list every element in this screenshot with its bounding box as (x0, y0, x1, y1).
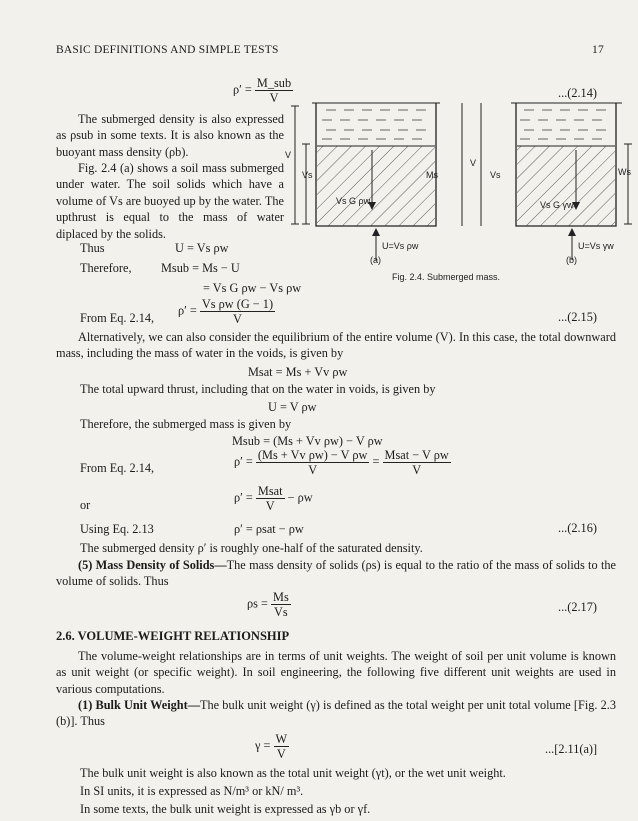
eq-tag-2-17: ...(2.17) (558, 600, 597, 614)
eq-2-14b-label: From Eq. 2.14, (80, 461, 155, 475)
figure-caption: Fig. 2.4. Submerged mass. (392, 272, 501, 282)
equation-2-14 (233, 76, 293, 105)
eq-2-15-label: From Eq. 2.14, (80, 311, 155, 325)
eq-numerator: M_sub (256, 76, 292, 90)
eq-denominator-1: V (308, 463, 318, 477)
mass-density-rest: The mass density of solids (ρs) is equal to the ratio of the mass of solids to the volume of solids. Thus (56, 558, 616, 589)
eq-denominator: V (265, 499, 275, 513)
eq-tag-2-15: ...(2.15) (558, 310, 597, 324)
figure-part-b (511, 103, 632, 260)
eq-lhs: ρ′ = (234, 490, 253, 505)
msub-equation: Msub = (Ms + Vv ρw) − V ρw (232, 434, 383, 448)
eq-equals: = (372, 454, 380, 469)
fig-a-force-label: Vs G ρw (336, 196, 371, 206)
bulk-also-text: The bulk unit weight is also known as the total unit weight (γt), or the wet unit weight. (80, 766, 506, 780)
or-label: or (80, 498, 91, 512)
equation-or (234, 484, 313, 513)
equation-2-11a (255, 732, 289, 761)
alternative-paragraph: Alternatively, we can also consider the equilibrium of the entire volume (V). In this case, the total downward mass, including the mass of water in the voids, is given by (56, 330, 616, 361)
thus-label: Thus (80, 241, 105, 255)
equation-2-15 (178, 297, 275, 326)
eq-denominator-2: V (412, 463, 422, 477)
eq-numerator: W (275, 732, 288, 746)
eq-numerator: Msat (257, 484, 283, 498)
fig-b-force-label: Vs G γw (540, 200, 574, 210)
figure-paragraph: Fig. 2.4 (a) shows a soil mass submerged under water. The soil solids which have a volume of Vs are buoyed up by the water. The upthrust is equal to the mass of water diplaced by the solids. (56, 161, 284, 241)
therefore-expr: Msub = Ms − U (161, 261, 240, 275)
intro-paragraph: The submerged density is also expressed as ρsub in some texts. It is also known as the buoyant mass density (ρb). (56, 112, 284, 159)
fig-b-label: (b) (566, 255, 577, 265)
mass-density-lead: (5) Mass Density of Solids— (78, 558, 227, 572)
eq-denominator: V (233, 312, 242, 326)
eq-numerator-2: Msat − V ρw (384, 448, 449, 462)
fig-a-Vs-label: Vs (302, 170, 313, 180)
eq-denominator: V (269, 91, 279, 105)
upthrust-text: The total upward thrust, including that on the water in voids, is given by (80, 382, 436, 396)
eq-lhs: ρ′ = (178, 303, 197, 318)
eq-lhs: ρ′ = (234, 454, 253, 469)
equation-2-17 (247, 590, 291, 619)
fig-b-V-label: V (470, 158, 477, 168)
eq-lhs: ρs = (247, 596, 268, 611)
fig-a-V-label: V (285, 150, 292, 160)
equation-2-14b (234, 448, 451, 477)
u-equation: U = V ρw (268, 400, 317, 414)
fig-a-label: (a) (370, 255, 381, 265)
eq-numerator-1: (Ms + Vv ρw) − V ρw (257, 448, 368, 462)
eq-tag-2-16: ...(2.16) (558, 521, 597, 535)
half-density-text: The submerged density ρ′ is roughly one-half of the saturated density. (80, 541, 423, 555)
therefore-label: Therefore, (80, 261, 132, 275)
eq-rest: − ρw (287, 490, 313, 505)
mass-density-paragraph (56, 557, 616, 590)
eq-denominator: V (276, 747, 286, 761)
eq-lhs: γ = (255, 738, 271, 753)
eq-tag-2-11a: ...[2.11(a)] (545, 742, 598, 756)
step-expr: = Vs G ρw − Vs ρw (203, 281, 302, 295)
submerged-mass-figure (286, 98, 638, 288)
some-texts-text: In some texts, the bulk unit weight is expressed as γb or γf. (80, 802, 371, 816)
fig-a-upthrust-label: U=Vs ρw (382, 241, 419, 251)
section-title: 2.6. VOLUME-WEIGHT RELATIONSHIP (56, 629, 290, 643)
running-header: BASIC DEFINITIONS AND SIMPLE TESTS (56, 44, 279, 56)
eq-numerator: Ms (273, 590, 289, 604)
fig-b-Ms-label: Ms (426, 170, 438, 180)
fig-b-Vs-label: Vs (490, 170, 501, 180)
page-number: 17 (592, 44, 604, 56)
thus-expr: U = Vs ρw (175, 241, 229, 255)
equation-2-16: ρ′ = ρsat − ρw (234, 522, 304, 536)
eq-numerator: Vs ρw (G − 1) (201, 297, 274, 311)
therefore-text: Therefore, the submerged mass is given by (80, 417, 292, 431)
volume-weight-paragraph: The volume-weight relationships are in terms of unit weights. The weight of soil per unit volume is known as unit weight (or specific weight). In soil engineering, the following five different unit weights are used in various computations. (56, 649, 616, 696)
eq-denominator: Vs (274, 605, 288, 619)
bulk-lead: (1) Bulk Unit Weight— (78, 698, 201, 712)
bulk-unit-weight-paragraph (56, 697, 616, 730)
eq-tag-2-14: ...(2.14) (558, 86, 597, 100)
eq-lhs: ρ′ = (233, 82, 252, 97)
figure-part-a (291, 103, 481, 260)
fig-b-upthrust-label: U=Vs γw (578, 241, 614, 251)
si-units-text: In SI units, it is expressed as N/m³ or kN/ m³. (80, 784, 304, 798)
bulk-rest: The bulk unit weight (γ) is defined as the total weight per unit total volume [Fig. 2.3 (b)]. Thus (56, 698, 616, 729)
fig-b-Ws-label: Ws (618, 167, 631, 177)
eq-2-16-label: Using Eq. 2.13 (80, 522, 154, 536)
msat-equation: Msat = Ms + Vv ρw (248, 365, 348, 379)
